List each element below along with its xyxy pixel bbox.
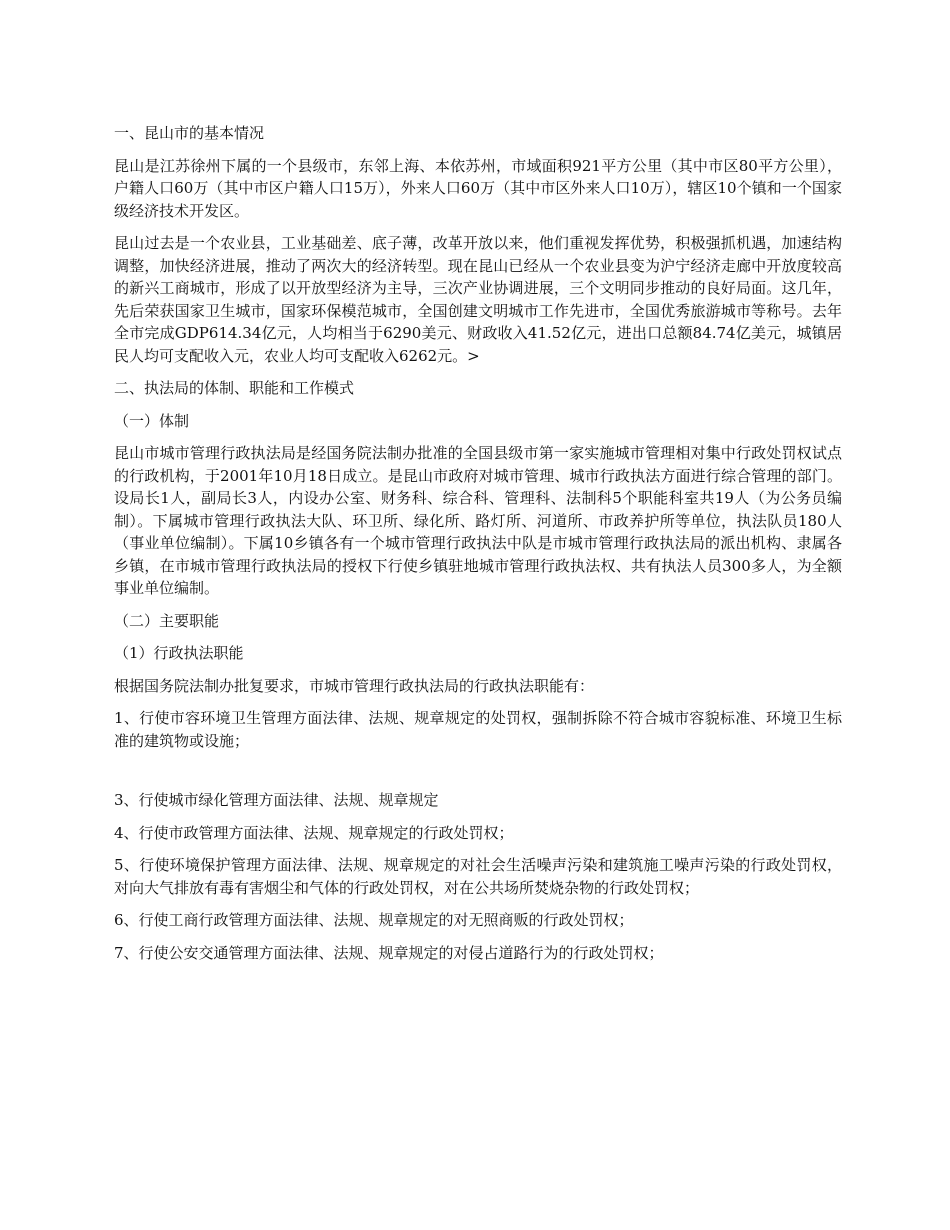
list-item-4: 4、行使市政管理方面法律、法规、规章规定的行政处罚权； [114, 823, 514, 842]
subsection-heading-enforcement-functions: （1）行政执法职能 [114, 644, 244, 662]
paragraph-bureau-system: 昆山市城市管理行政执法局是经国务院法制办批准的全国县级市第一家实施城市管理相对集中行政处罚权试点的行政机构，于2001年10月18日成立。是昆山市政府对城市管理、城市行政执法方面进行综合管理的部门。设局长1人，副局长3人，内设办公室、财务科、综合科、管理科、法制科5个职能科室共19人（为公务员编制）。下属城市管理行政执法大队、环卫所、绿化所、路灯所、河道所、市政养护所等单位，执法队员180人（事业单位编制）。下属10乡镇各有一个城市管理行政执法中队是市城市管理行政执法局的派出机构、隶属各乡镇，在市城市管理行政执法局的授权下行使乡镇驻地城市管理行政执法权、共有执法人员300多人，为全额事业单位编制。 [114, 444, 842, 597]
paragraph-economic-development: 昆山过去是一个农业县，工业基础差、底子薄，改革开放以来，他们重视发挥优势，积极强抓机遇，加速结构调整，加快经济进展，推动了两次大的经济转型。现在昆山已经从一个农业县变为沪宁经济走廊中开放度较高的新兴工商城市，形成了以开放型经济为主导，三次产业协调进展，三个文明同步推动的良好局面。这几年，先后荣获国家卫生城市，国家环保模范城市，全国创建文明城市工作先进市，全国优秀旅游城市等称号。去年全市完成GDP614.34亿元，人均相当于6290美元、财政收入41.52亿元，进出口总额84.74亿美元，城镇居民人均可支配收入元，农业人均可支配收入6262元。> [114, 234, 842, 365]
blank-spacer [114, 762, 842, 789]
subsection-heading-main-functions: （二）主要职能 [114, 611, 220, 630]
paragraph-enforcement-intro: 根据国务院法制办批复要求，市城市管理行政执法局的行政执法职能有： [114, 676, 595, 695]
subsection-heading-system: （一）体制 [114, 411, 190, 430]
list-item-5: 5、行使环境保护管理方面法律、法规、规章规定的对社会生活噪声污染和建筑施工噪声污染的行政处罚权，对向大气排放有毒有害烟尘和气体的行政处罚权，对在公共场所焚烧杂物的行政处罚权； [114, 856, 842, 897]
document-page [114, 122, 842, 974]
section-heading-bureau-structure: 二、执法局的体制、职能和工作模式 [114, 379, 355, 397]
list-item-7: 7、行使公安交通管理方面法律、法规、规章规定的对侵占道路行为的行政处罚权； [114, 943, 664, 962]
list-item-6: 6、行使工商行政管理方面法律、法规、规章规定的对无照商贩的行政处罚权； [114, 911, 634, 929]
list-item-3: 3、行使城市绿化管理方面法律、法规、规章规定 [114, 791, 439, 809]
list-item-1: 1、行使市容环境卫生管理方面法律、法规、规章规定的处罚权，强制拆除不符合城市容貌标准、环境卫生标准的建筑物或设施； [114, 709, 842, 750]
paragraph-city-overview: 昆山是江苏徐州下属的一个县级市，东邻上海、本依苏州，市域面积921平方公里（其中市区80平方公里），户籍人口60万（其中市区户籍人口15万），外来人口60万（其中市区外来人口10万），辖区10个镇和一个国家级经济技术开发区。 [114, 156, 842, 220]
section-heading-basic-info: 一、昆山市的基本情况 [114, 124, 265, 142]
